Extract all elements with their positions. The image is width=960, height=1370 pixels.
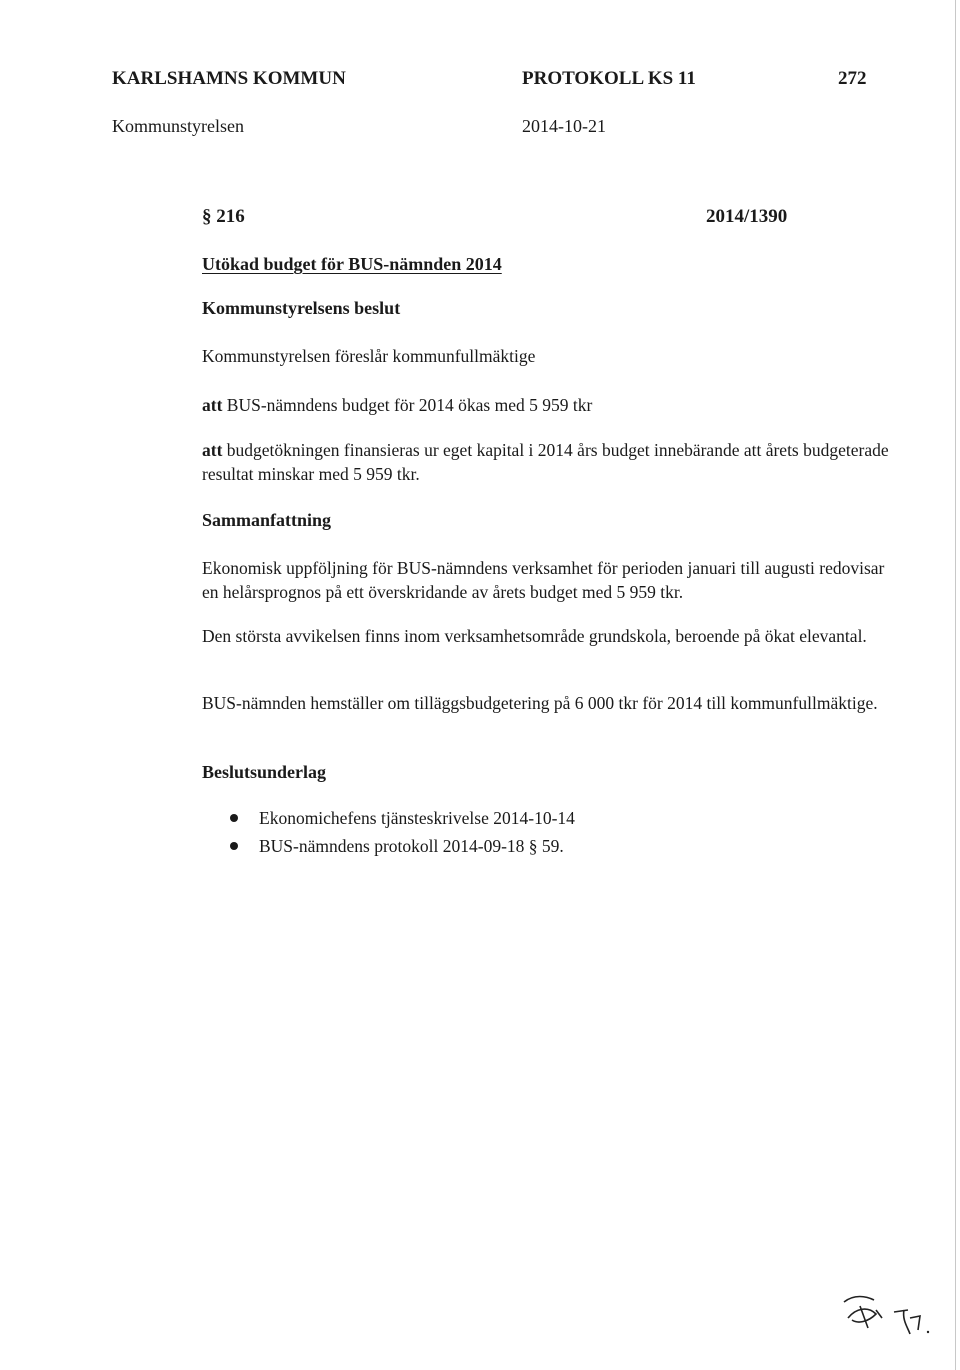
section-title: Utökad budget för BUS-nämnden 2014: [202, 254, 502, 274]
decision-heading: Kommunstyrelsens beslut: [202, 298, 401, 318]
decision-item-text: BUS-nämndens budget för 2014 ökas med 5 959 tkr: [222, 395, 593, 415]
meeting-date: 2014-10-21: [522, 116, 606, 136]
summary-paragraph: Ekonomisk uppföljning för BUS-nämndens verksamhet för perioden januari till augusti redovisar en helårsprognos på ett överskridande av årets budget med 5 959 tkr.: [202, 558, 885, 602]
list-item: Ekonomichefens tjänsteskrivelse 2014-10-14: [202, 804, 575, 832]
case-number: 2014/1390: [706, 206, 788, 227]
decision-intro: Kommunstyrelsen föreslår kommunfullmäktige: [202, 346, 536, 366]
paragraph-number: § 216: [202, 206, 245, 227]
basis-list: [202, 804, 575, 860]
signature-initials: [838, 1288, 938, 1338]
summary-paragraph: Den största avvikelsen finns inom verksamhetsområde grundskola, beroende på ökat elevantal.: [202, 626, 867, 646]
basis-heading: Beslutsunderlag: [202, 762, 327, 782]
decision-item-1: [202, 393, 892, 417]
att-label: att: [202, 395, 223, 415]
summary-paragraph: BUS-nämnden hemställer om tilläggsbudgetering på 6 000 tkr för 2014 till kommunfullmäktige.: [202, 693, 878, 713]
att-label: att: [202, 440, 223, 460]
decision-item-text: budgetökningen finansieras ur eget kapital i 2014 års budget innebärande att årets budgeterade resultat minskar med 5 959 tkr.: [202, 440, 889, 484]
list-item: BUS-nämndens protokoll 2014-09-18 § 59.: [202, 832, 575, 860]
decision-item-2: [202, 438, 892, 486]
scan-edge-line: [955, 0, 956, 1370]
body-name: Kommunstyrelsen: [112, 116, 244, 136]
protocol-label: PROTOKOLL KS 11: [522, 68, 696, 89]
summary-heading: Sammanfattning: [202, 510, 332, 530]
organization-name: KARLSHAMNS KOMMUN: [112, 68, 346, 89]
page-number: 272: [838, 68, 867, 89]
